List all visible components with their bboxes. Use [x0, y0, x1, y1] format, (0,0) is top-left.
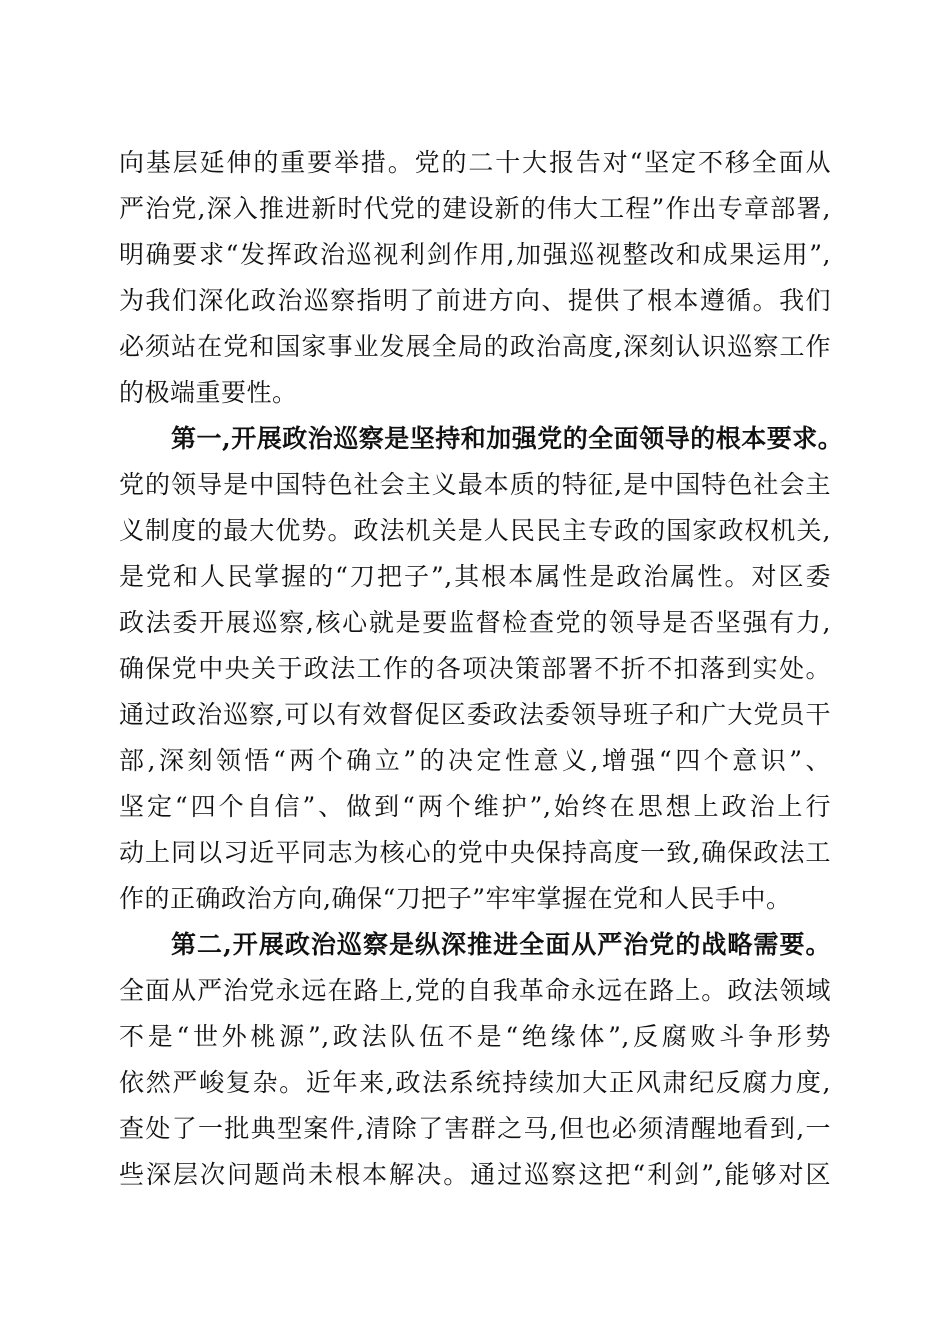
paragraph-1-line-1: 向基层延伸的重要举措。党的二十大报告对“坚定不移全面从 [119, 148, 831, 177]
paragraph-3-line-2: 不是“世外桃源”,政法队伍不是“绝缘体”,反腐败斗争形势 [119, 1022, 831, 1051]
paragraph-1-line-4: 为我们深化政治巡察指明了前进方向、提供了根本遵循。我们 [119, 286, 831, 315]
paragraph-2-line-2: 义制度的最大优势。政法机关是人民民主专政的国家政权机关, [119, 516, 831, 545]
paragraph-1-line-5: 必须站在党和国家事业发展全局的政治高度,深刻认识巡察工作 [119, 332, 831, 361]
paragraph-2-heading: 第一,开展政治巡察是坚持和加强党的全面领导的根本要求。 [171, 424, 844, 453]
paragraph-2-line-8: 坚定“四个自信”、做到“两个维护”,始终在思想上政治上行 [119, 792, 831, 821]
paragraph-2-line-10: 作的正确政治方向,确保“刀把子”牢牢掌握在党和人民手中。 [119, 884, 792, 913]
paragraph-2-line-4: 政法委开展巡察,核心就是要监督检查党的领导是否坚强有力, [119, 608, 831, 637]
paragraph-3-line-1: 全面从严治党永远在路上,党的自我革命永远在路上。政法领域 [119, 976, 831, 1005]
paragraph-3-heading: 第二,开展政治巡察是纵深推进全面从严治党的战略需要。 [171, 930, 831, 959]
paragraph-1-line-6: 的极端重要性。 [119, 378, 298, 407]
paragraph-1-line-2: 严治党,深入推进新时代党的建设新的伟大工程”作出专章部署, [119, 194, 831, 223]
paragraph-3-line-5: 些深层次问题尚未根本解决。通过巡察这把“利剑”,能够对区 [119, 1160, 831, 1189]
paragraph-2-line-5: 确保党中央关于政法工作的各项决策部署不折不扣落到实处。 [119, 654, 831, 683]
document-body [119, 140, 844, 1198]
paragraph-1-line-3: 明确要求“发挥政治巡视利剑作用,加强巡视整改和成果运用”, [119, 240, 831, 269]
paragraph-3-line-4: 查处了一批典型案件,清除了害群之马,但也必须清醒地看到,一 [119, 1114, 831, 1143]
paragraph-3-line-3: 依然严峻复杂。近年来,政法系统持续加大正风肃纪反腐力度, [119, 1068, 831, 1097]
paragraph-2-line-3: 是党和人民掌握的“刀把子”,其根本属性是政治属性。对区委 [119, 562, 831, 591]
paragraph-2-line-9: 动上同以习近平同志为核心的党中央保持高度一致,确保政法工 [119, 838, 831, 867]
paragraph-2-line-1: 党的领导是中国特色社会主义最本质的特征,是中国特色社会主 [119, 470, 831, 499]
paragraph-2-line-6: 通过政治巡察,可以有效督促区委政法委领导班子和广大党员干 [119, 700, 831, 729]
paragraph-2-line-7: 部,深刻领悟“两个确立”的决定性意义,增强“四个意识”、 [119, 746, 831, 775]
